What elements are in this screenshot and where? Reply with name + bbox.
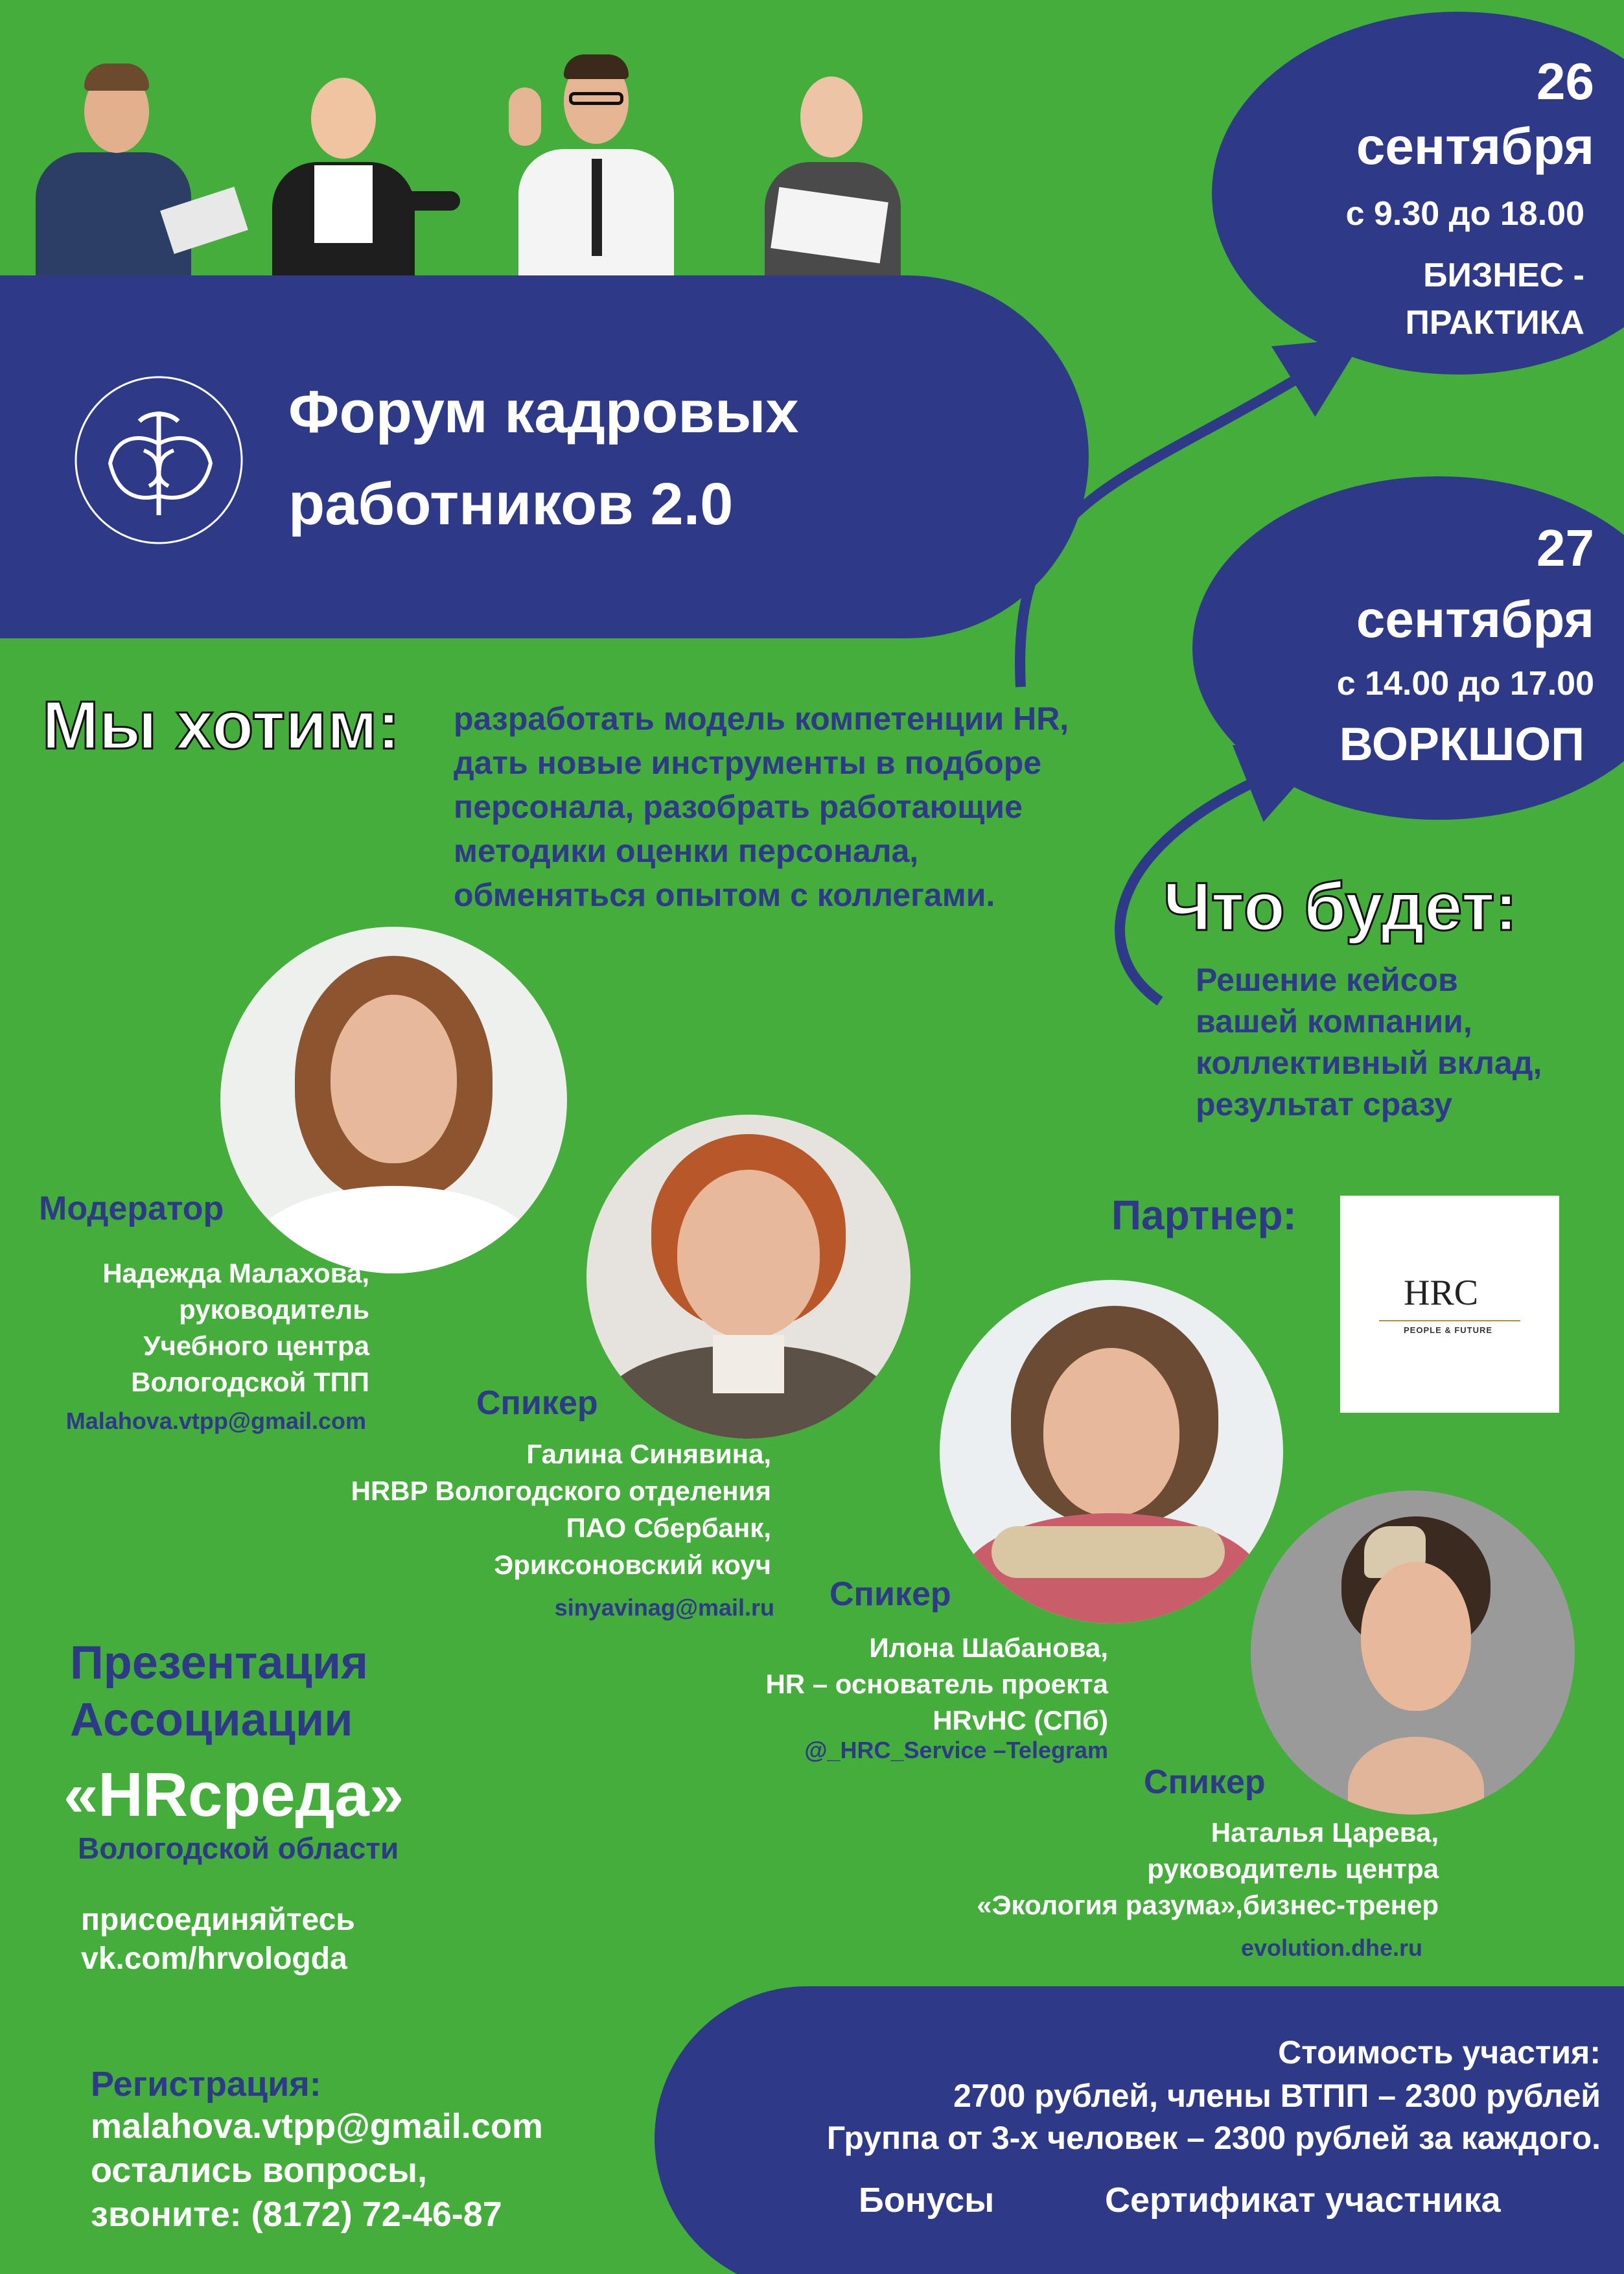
goals-line: персонала, разобрать работающие xyxy=(454,789,1023,825)
speaker1-line: ПАО Сбербанк, xyxy=(566,1513,771,1543)
speaker2-line: HRvHC (СПб) xyxy=(933,1705,1108,1735)
title-line-2: работников 2.0 xyxy=(288,471,734,537)
association-region: Вологодской области xyxy=(78,1831,399,1865)
day2-number: 27 xyxy=(1537,519,1594,577)
day1-number: 26 xyxy=(1537,52,1594,110)
people-illustration xyxy=(26,52,920,275)
speaker2-line: Илона Шабанова, xyxy=(869,1632,1108,1663)
speaker2-contact[interactable]: @_HRC_Service –Telegram xyxy=(804,1737,1108,1763)
logo-emblem-icon xyxy=(71,373,246,548)
day1-format-2: ПРАКТИКА xyxy=(1405,304,1584,342)
woman-pointing xyxy=(246,52,460,275)
moderator-line: Вологодской ТПП xyxy=(131,1367,369,1397)
speaker3-line: Наталья Царева, xyxy=(1211,1817,1439,1848)
chamber-logo xyxy=(71,373,246,548)
registration-phone: звоните: (8172) 72-46-87 xyxy=(91,2195,502,2234)
registration-question: остались вопросы, xyxy=(91,2151,428,2190)
speaker3-photo xyxy=(1251,1491,1575,1815)
speaker1-photo xyxy=(586,1115,911,1439)
day1-month: сентября xyxy=(1356,117,1594,175)
moderator-photo xyxy=(220,927,567,1273)
day2-format: ВОРКШОП xyxy=(1339,719,1584,771)
day1-format-1: БИЗНЕС - xyxy=(1423,257,1584,294)
speaker2-info xyxy=(551,1630,1108,1739)
moderator-info xyxy=(19,1255,369,1400)
partner-logo-sub: PEOPLE & FUTURE xyxy=(1404,1325,1493,1335)
partner-label: Партнер: xyxy=(1111,1192,1297,1238)
speaker2-label: Спикер xyxy=(829,1575,951,1613)
moderator-line: Учебного центра xyxy=(143,1330,369,1361)
registration-email[interactable]: malahova.vtpp@gmail.com xyxy=(91,2107,543,2146)
speaker1-label: Спикер xyxy=(476,1384,598,1422)
what-line: результат сразу xyxy=(1196,1086,1453,1122)
what-line: Решение кейсов xyxy=(1196,962,1458,998)
speaker3-line: «Экология разума»,бизнес-тренер xyxy=(977,1890,1439,1920)
goals-line: методики оценки персонала, xyxy=(454,833,919,869)
what-text xyxy=(1196,959,1542,1125)
price-heading: Стоимость участия: xyxy=(1278,2034,1601,2071)
title-line-1: Форум кадровых xyxy=(288,379,799,445)
what-line: коллективный вклад, xyxy=(1196,1045,1542,1081)
speaker1-line: HRBP Вологодского отделения xyxy=(351,1476,771,1506)
speaker2-line: HR – основатель проекта xyxy=(765,1669,1108,1699)
price-line: 2700 рублей, члены ВТПП – 2300 рублей xyxy=(953,2078,1601,2114)
price-group: Группа от 3-х человек – 2300 рублей за каждого. xyxy=(826,2120,1601,2156)
goals-line: обменяться опытом с коллегами. xyxy=(454,877,995,913)
moderator-label: Модератор xyxy=(39,1190,224,1227)
speaker1-info xyxy=(194,1435,771,1583)
bonus-label: Бонусы xyxy=(859,2181,995,2220)
day1-time: с 9.30 до 18.00 xyxy=(1345,195,1584,233)
goals-heading: Мы хотим: xyxy=(42,688,400,763)
day2-month: сентября xyxy=(1356,590,1594,648)
speaker3-site[interactable]: evolution.dhe.ru xyxy=(1240,1934,1422,1961)
registration-label: Регистрация: xyxy=(91,2065,321,2104)
speaker3-label: Спикер xyxy=(1144,1763,1266,1801)
what-line: вашей компании, xyxy=(1196,1003,1472,1039)
speaker2-photo xyxy=(940,1280,1283,1623)
moderator-line: Надежда Малахова, xyxy=(102,1258,369,1288)
goals-text xyxy=(454,697,1069,917)
association-line2: Ассоциации xyxy=(70,1694,353,1746)
goals-line: дать новые инструменты в подборе xyxy=(454,745,1042,781)
woman-with-folder xyxy=(745,52,920,275)
association-line1: Презентация xyxy=(70,1637,368,1689)
speaker1-line: Эриксоновский коуч xyxy=(494,1549,771,1580)
partner-logo xyxy=(1340,1196,1559,1413)
moderator-email[interactable]: Malahova.vtpp@gmail.com xyxy=(65,1408,366,1434)
association-join: присоединяйтесь xyxy=(81,1903,355,1937)
speaker3-line: руководитель центра xyxy=(1147,1853,1439,1884)
speaker3-info xyxy=(778,1815,1439,1923)
partner-logo-main: HRC xyxy=(1404,1273,1479,1313)
goals-line: разработать модель компетенции HR, xyxy=(454,701,1069,737)
what-heading: Что будет: xyxy=(1163,869,1518,945)
association-link[interactable]: vk.com/hrvologda xyxy=(81,1942,347,1976)
man-ok-gesture xyxy=(499,52,693,275)
moderator-line: руководитель xyxy=(179,1294,369,1325)
speaker1-email[interactable]: sinyavinag@mail.ru xyxy=(554,1594,774,1621)
man-with-tablet xyxy=(26,52,201,275)
certificate-label: Сертификат участника xyxy=(1105,2181,1501,2220)
day2-time: с 14.00 до 17.00 xyxy=(1336,665,1594,702)
association-name: «HRсреда» xyxy=(64,1760,404,1829)
speaker1-line: Галина Синявина, xyxy=(526,1439,771,1469)
event-title xyxy=(288,366,799,550)
